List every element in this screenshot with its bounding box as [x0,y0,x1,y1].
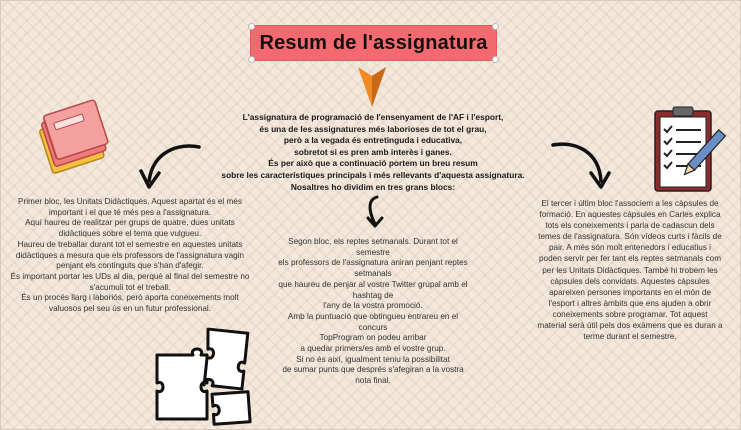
block-line: Si no és així, igualment teniu la possibilitat [296,354,450,364]
curved-arrow-down-icon [363,194,387,230]
block-line: didàctiques a mesura que els professors de l'assignatura vagin [15,250,245,260]
block-line: formació. En aquestes càpsules en Carles explica [539,210,721,220]
clipboard-checklist-icon [651,105,723,195]
block-line: tots els coneixements i parla de cadascun dels [545,221,715,231]
block-line: s'acumuli tot el treball. [89,282,171,292]
intro-line: Nosaltres ho dividim en tres grans blocs: [290,181,456,192]
block-line: l'any de la vostra promoció. [323,301,423,311]
block-line: material serà útil pels dos exàmens que es duran a [537,321,723,331]
block-line: poden servir per fer tant els reptes setmanals com [538,254,722,264]
block-line: Segon bloc, els reptes setmanals. Durant tot el [288,237,458,246]
block-line: l'esport i altres àmbits que ens ajuden a obrir [548,298,712,308]
block-line: TopProgram on podeu arribar [319,333,427,343]
block-line: Amb la puntuació que obtingueu entrareu en el [287,311,459,321]
block-line: terme durant el semestre. [583,332,677,342]
block-line: concurs [358,322,388,332]
block-unitats-didactiques [1,197,259,315]
selection-handle[interactable] [492,23,499,30]
block-line: valuosos pel seu ús en un futur professional. [48,304,212,314]
intro-line: És per això que a continuació portem un breu resum [268,158,478,169]
intro-line: sobretot si es pren amb interès i ganes. [294,146,452,157]
intro-line: és una de les assignatures més laborioses de tot el grau, [259,123,487,134]
block-line: important i el que té més pes a l'assignatura. [48,207,212,217]
block-line: Primer bloc, les Unitats Didàctiques. Aquest apartat és el més [18,197,242,206]
block-line: És important portar les UDs al dia, perquè al final del semestre no [10,271,250,281]
block-line: didàctiques sobre el tema que vulgueu. [58,229,202,239]
block-line: que haureu de penjar al vostre Twitter grupal amb el [278,279,468,289]
block-line: a quedar primers/es amb el vostre grup. [300,344,446,354]
intro-text [201,112,545,193]
block-reptes-setmanals [259,237,487,387]
selection-handle[interactable] [492,56,499,63]
arrow-down-icon [357,66,387,108]
curved-arrow-right-icon [549,139,611,193]
block-line: penjant els continguts que s'han d'afegir. [56,261,204,271]
selection-handle[interactable] [248,23,255,30]
curved-arrow-left-icon [139,141,205,193]
intro-line: sobre les característiques principals i més rellevants d'aquesta assignatura. [221,169,525,180]
intro-line: però a la vegada és entretinguda i educativa, [283,135,463,146]
block-line: Aquí haureu de realitzar per grups de quatre, dues unitats [25,218,235,228]
block-line: apareixen persones importants en el món de [548,287,712,297]
block-line: coneixements sobre programar. Tot aquest [552,309,708,319]
block-line: temes de l'assignatura. Són vídeos curts i fàcils de [538,232,722,242]
block-line: càpsules dels convidats. Aquestes càpsules [550,276,710,286]
block-line: És un procés llarg i laboriós, però aporta coneixements molt [21,293,239,303]
block-line: hashtag de [352,290,394,300]
block-line: Haureu de treballar durant tot el semestre en aquestes unitats [17,239,243,249]
block-capsules-formacio [519,198,741,342]
block-line: setmanals [354,269,392,279]
block-line: pair. A més són molt entenedors i educatius i [548,243,712,253]
block-line: per les Unitats Didàctiques. També hi trobem les [542,265,718,275]
puzzle-icon [153,327,255,427]
notebooks-icon [29,97,123,177]
block-line: de sumar punts que després s'afegiran a la vostra [282,365,464,375]
selection-handle[interactable] [248,56,255,63]
block-line: els professors de l'assignatura aniran penjant reptes [278,258,468,268]
block-line: semestre [356,247,390,257]
block-line: nota final. [355,376,391,386]
intro-line: L'assignatura de programació de l'ensenyament de l'AF i l'esport, [242,112,504,122]
title-box[interactable] [250,25,497,61]
page-title: Resum de l'assignatura [259,31,488,54]
block-line: El tercer i últim bloc l'associem a les càpsules de [541,199,719,208]
